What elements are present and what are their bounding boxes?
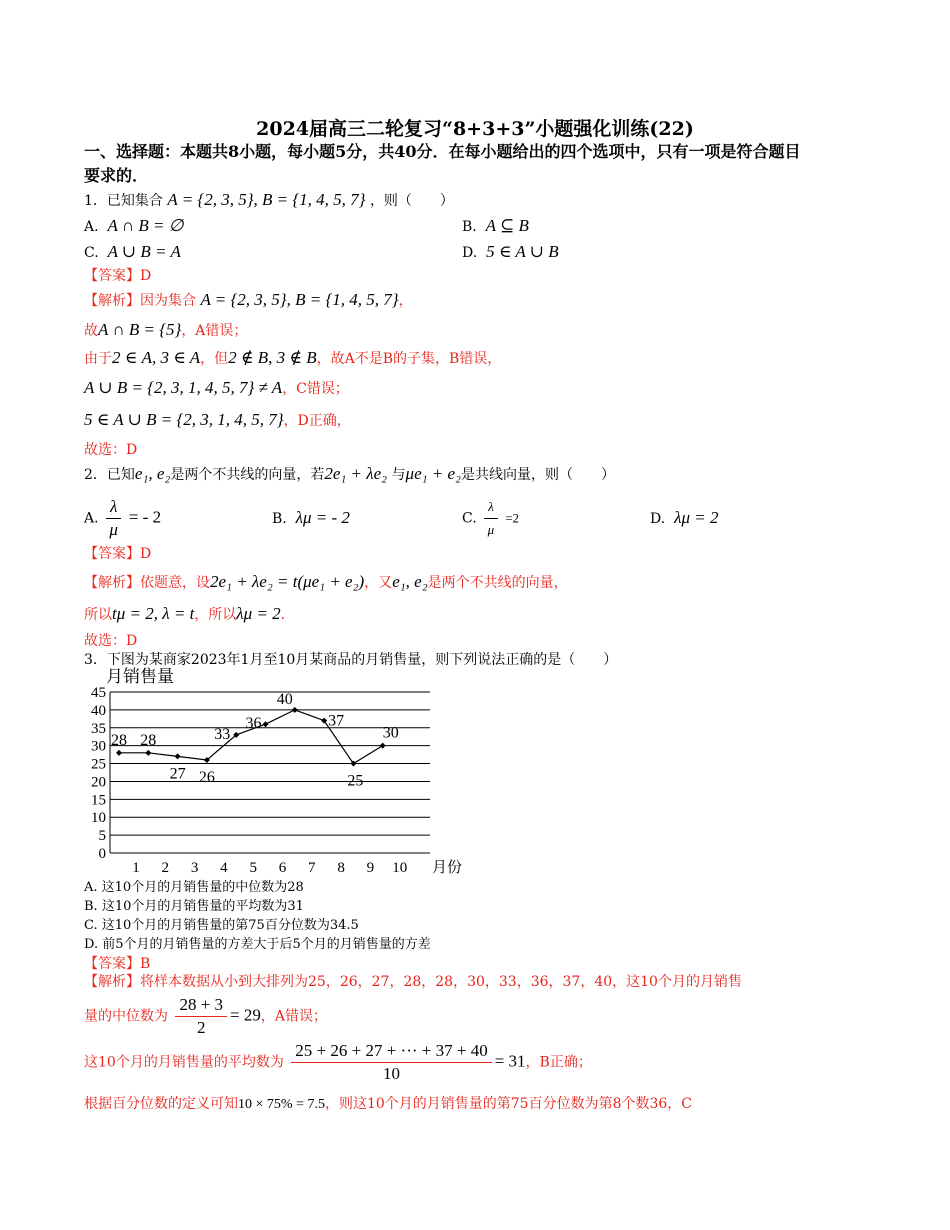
y-tick-label: 10 [91, 810, 106, 827]
y-tick-label: 45 [91, 685, 106, 701]
q2-option-a: A. $\frac{\lambda}{\mu}$ = - 2 [84, 497, 162, 539]
y-tick-label: 5 [98, 828, 106, 845]
q1-option-d: D. 5 ∈ A ∪ B [462, 242, 559, 261]
q3-answer: 【答案】B [84, 956, 151, 972]
q1-analysis-line-3: 由于2 ∈ A, 3 ∈ A，但2 ∉ B, 3 ∉ B，故A不是B的子集，B错误， [84, 348, 502, 367]
y-tick-label: 20 [91, 774, 106, 791]
q3-analysis-line-2: 量的中位数为 $\frac{28 + 3}{2}$ = 29，A错误； [84, 995, 328, 1037]
q1-analysis-line-4: A ∪ B = {2, 3, 1, 4, 5, 7} ≠ A，C错误； [84, 378, 349, 397]
q1-analysis-line-5: 5 ∈ A ∪ B = {2, 3, 1, 4, 5, 7}，D正确， [84, 410, 351, 429]
x-tick-label: 10 [392, 860, 408, 876]
q2-answer: 【答案】D [84, 546, 152, 562]
data-point [145, 750, 151, 756]
data-label: 30 [382, 724, 399, 742]
section-heading: 一、选择题：本题共8小题，每小题5分，共40分．在每小题给出的四个选项中，只有一项是符合题目要求的． [84, 142, 801, 185]
y-tick-label: 30 [91, 738, 106, 755]
data-point [380, 743, 386, 749]
q1-option-b: B. A ⊆ B [462, 216, 529, 235]
data-label: 28 [111, 731, 127, 749]
q2-option-b: B. λμ = - 2 [272, 508, 350, 527]
q1-set-a: A = {2, 3, 5} [167, 190, 254, 209]
q3-analysis-line-1: 【解析】将样本数据从小到大排列为25，26，27，28，28，30，33，36，37，40，这10个月的月销售 [84, 974, 742, 990]
y-tick-label: 0 [98, 846, 106, 862]
q1-option-c: C. A ∪ B = A [84, 242, 181, 261]
x-tick-label: 6 [278, 860, 287, 876]
x-tick-label: 8 [337, 860, 345, 876]
q1-choose: 故选：D [84, 442, 138, 458]
q2-option-d: D. λμ = 2 [650, 508, 719, 527]
chart-title: 月销售量 [106, 667, 174, 686]
q3-option-d: D. 前5个月的月销售量的方差大于后5个月的月销售量的方差 [84, 937, 431, 952]
data-label: 33 [214, 725, 231, 743]
data-label: 26 [198, 768, 215, 786]
q1-analysis-line-1: 【解析】因为集合 A = {2, 3, 5}, B = {1, 4, 5, 7}， [84, 290, 413, 309]
q3-analysis-line-4: 根据百分位数的定义可知10 × 75% = 7.5，则这10个月的月销售量的第75百分位数为第8个数36，C [84, 1096, 693, 1112]
q1-stem: 1．已知集合 A = {2, 3, 5}, B = {1, 4, 5, 7} ，则（ ） [84, 190, 454, 209]
data-label: 27 [169, 765, 186, 783]
sales-line-chart [84, 666, 464, 882]
q2-analysis-line-2: 所以tμ = 2, λ = t，所以λμ = 2． [84, 604, 295, 623]
data-label: 40 [276, 690, 293, 708]
y-tick-label: 35 [91, 720, 106, 737]
x-tick-label: 4 [220, 860, 228, 876]
x-axis-label: 月份 [432, 860, 463, 876]
q3-stem: 3．下图为某商家2023年1月至10月某商品的月销售量，则下列说法正确的是（ ） [84, 652, 618, 668]
q3-option-b: B. 这10个月的月销售量的平均数为31 [84, 899, 304, 914]
q1-set-b: , B = {1, 4, 5, 7} [253, 190, 366, 209]
x-tick-label: 5 [249, 860, 257, 876]
y-tick-label: 15 [91, 792, 106, 809]
q3-option-c: C. 这10个月的月销售量的第75百分位数为34.5 [84, 918, 359, 933]
data-label: 25 [347, 772, 364, 790]
q3-analysis-line-3: 这10个月的月销售量的平均数为 $\frac{25 + 26 + 27 + \cdot\cdot\cdot + 37 + 40}{10}$ = 31，B正确； [84, 1041, 592, 1083]
x-tick-label: 1 [132, 860, 140, 876]
q2-analysis-line-1: 【解析】依题意，设2e₁ + λe₂ = t(μe₁ + e₂)，又e₁, e₂是两个不共线的向量， [84, 572, 568, 591]
q1-answer: 【答案】D [84, 268, 152, 284]
q2-stem: 2．已知e₁, e₂是两个不共线的向量，若2e₁ + λe₂ 与μe₁ + e₂是共线向量，则（ ） [84, 464, 615, 483]
x-tick-label: 2 [161, 860, 170, 876]
data-label: 37 [328, 712, 345, 730]
data-point [175, 753, 181, 759]
page-title: 2024届高三二轮复习“8+3+3”小题强化训练(22) [256, 118, 694, 140]
q1-option-a: A. A ∩ B = ∅ [84, 216, 184, 235]
q3-option-a: A. 这10个月的月销售量的中位数为28 [84, 880, 304, 895]
q2-option-c: C. $\frac{\lambda}{\mu}$ =2 [462, 496, 519, 541]
data-point [116, 750, 122, 756]
x-tick-label: 7 [308, 860, 316, 876]
data-label: 28 [140, 731, 157, 749]
q1-analysis-line-2: 故A ∩ B = {5}，A错误； [84, 320, 248, 339]
data-label: 36 [245, 715, 262, 733]
q2-choose: 故选：D [84, 633, 138, 649]
y-tick-label: 25 [91, 756, 106, 773]
y-tick-label: 40 [91, 702, 106, 719]
x-tick-label: 3 [190, 860, 199, 876]
data-point [263, 721, 269, 727]
x-tick-label: 9 [366, 860, 375, 876]
